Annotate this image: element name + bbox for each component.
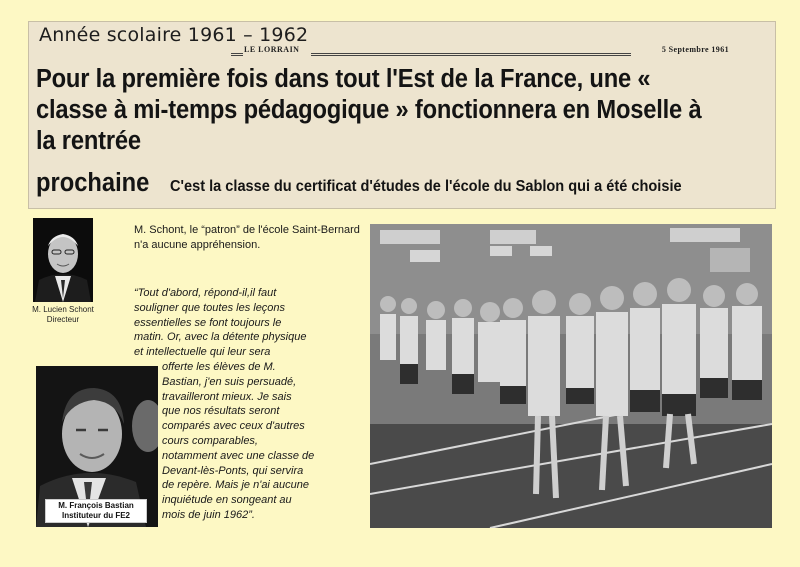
subheadline-row [36, 169, 772, 198]
director-name: M. Lucien Schont [32, 305, 94, 314]
quote-line: Devant-lès-Ponts, qui servira [162, 464, 304, 477]
teacher-name: M. François Bastian [58, 501, 134, 510]
quote-line: “Tout d'abord, répond-il,il faut [134, 287, 277, 299]
quote-line: essentielles se font toujours le [134, 316, 282, 329]
newspaper-date: 5 Septembre 1961 [661, 45, 729, 54]
quote-line: et intellectuelle qui leur sera [134, 346, 271, 359]
teacher-caption [45, 499, 147, 523]
quote-line: que nos résultats seront [162, 405, 280, 418]
headline-last-word: prochaine [36, 169, 150, 197]
school-year-title: Année scolaire 1961 – 1962 [39, 24, 309, 46]
masthead-rule-left [231, 53, 243, 56]
director-caption [18, 305, 108, 325]
masthead-rule-middle [311, 53, 631, 56]
quote-line: matin. Or, avec la détente physique [134, 331, 307, 344]
quote-line: Bastian, j'en suis persuadé, [162, 375, 297, 388]
director-portrait-photo [33, 218, 93, 302]
quote-line: comparés avec ceux d'autres [162, 420, 305, 433]
newspaper-clipping [28, 21, 776, 209]
teacher-role: Instituteur du FE2 [62, 511, 130, 520]
quote-line: cours comparables, [162, 434, 258, 447]
quote-line: travailleront mieux. Je sais [162, 390, 292, 403]
class-group-image [370, 224, 772, 528]
subheadline: C'est la classe du certificat d'études de l'école du Sablon qui a été choisie [170, 178, 682, 195]
quote-line: offerte les élèves de M. [162, 360, 276, 373]
class-group-photo [370, 224, 772, 528]
director-role: Directeur [46, 315, 80, 324]
quote-line: inquiétude en songeant au [162, 494, 292, 507]
headline: Pour la première fois dans tout l'Est de la France, une « classe à mi-temps pédagogique » fonctionnera en Moselle à la rentrée [36, 65, 702, 155]
director-portrait-image [33, 218, 93, 302]
newspaper-name: LE LORRAIN [244, 45, 300, 54]
quote-line: notamment avec une classe de [162, 449, 315, 462]
quote-line: de repère. Mais je n'ai aucune [162, 479, 310, 492]
article-intro: M. Schont, le “patron” de l'école Saint-Bernard n'a aucune appréhension. [134, 224, 360, 251]
quote-line: souligner que toutes les leçons [134, 301, 286, 314]
quote-line: mois de juin 1962”. [162, 508, 255, 521]
article-quote [134, 286, 356, 523]
